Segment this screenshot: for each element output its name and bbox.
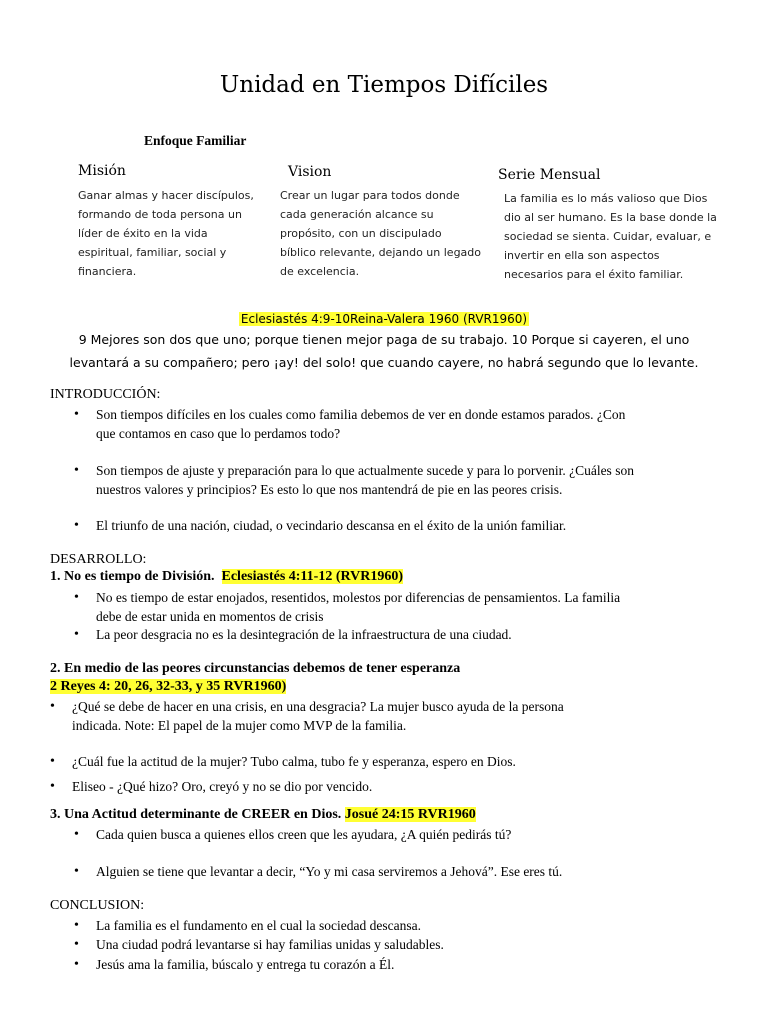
mision-heading: Misión: [78, 163, 126, 179]
intro-heading: INTRODUCCIÓN:: [50, 387, 161, 402]
serie-text: La familia es lo más valioso que Dios dio al ser humano. Es la base donde la sociedad se sienta. Cuidar, evaluar, e invertir en ella son aspectos necesarios para el éxito familiar.: [504, 192, 717, 281]
point-2-reference: 2 Reyes 4: 20, 26, 32-33, y 35 RVR1960): [50, 679, 287, 694]
verse-reference: Eclesiastés 4:9-10Reina-Valera 1960 (RVR1960): [240, 312, 528, 326]
serie-heading: Serie Mensual: [498, 167, 601, 183]
verse-text: 9 Mejores son dos que uno; porque tienen mejor paga de su trabajo. 10 Porque si cayeren, el uno levantará a su compañero; pero ¡ay! del solo! que cuando cayere, no habrá segundo que lo levante.: [69, 332, 699, 370]
desarrollo-heading: DESARROLLO:: [50, 552, 147, 567]
mision-text: Ganar almas y hacer discípulos, formando de toda persona un líder de éxito en la vida espiritual, familiar, social y financiera.: [78, 189, 254, 278]
vision-text: Crear un lugar para todos donde cada generación alcance su propósito, con un discipulado bíblico relevante, dejando un legado de excelencia.: [280, 189, 482, 278]
conclusion-heading: CONCLUSION:: [50, 898, 145, 913]
point-1-title: 1. No es tiempo de División. Eclesiastés 4:11-12 (RVR1960): [50, 569, 403, 584]
enfoque-label: Enfoque Familiar: [144, 133, 247, 148]
point-2-title: 2. En medio de las peores circunstancias debemos de tener esperanza: [50, 661, 461, 676]
point-3-reference: Josué 24:15 RVR1960: [344, 807, 476, 822]
vision-heading: Vision: [288, 164, 332, 180]
point-1-reference: Eclesiastés 4:11-12 (RVR1960): [221, 569, 403, 584]
page-title: Unidad en Tiempos Difíciles: [219, 72, 549, 98]
point-3-title: 3. Una Actitud determinante de CREER en Dios. Josué 24:15 RVR1960: [50, 807, 476, 822]
